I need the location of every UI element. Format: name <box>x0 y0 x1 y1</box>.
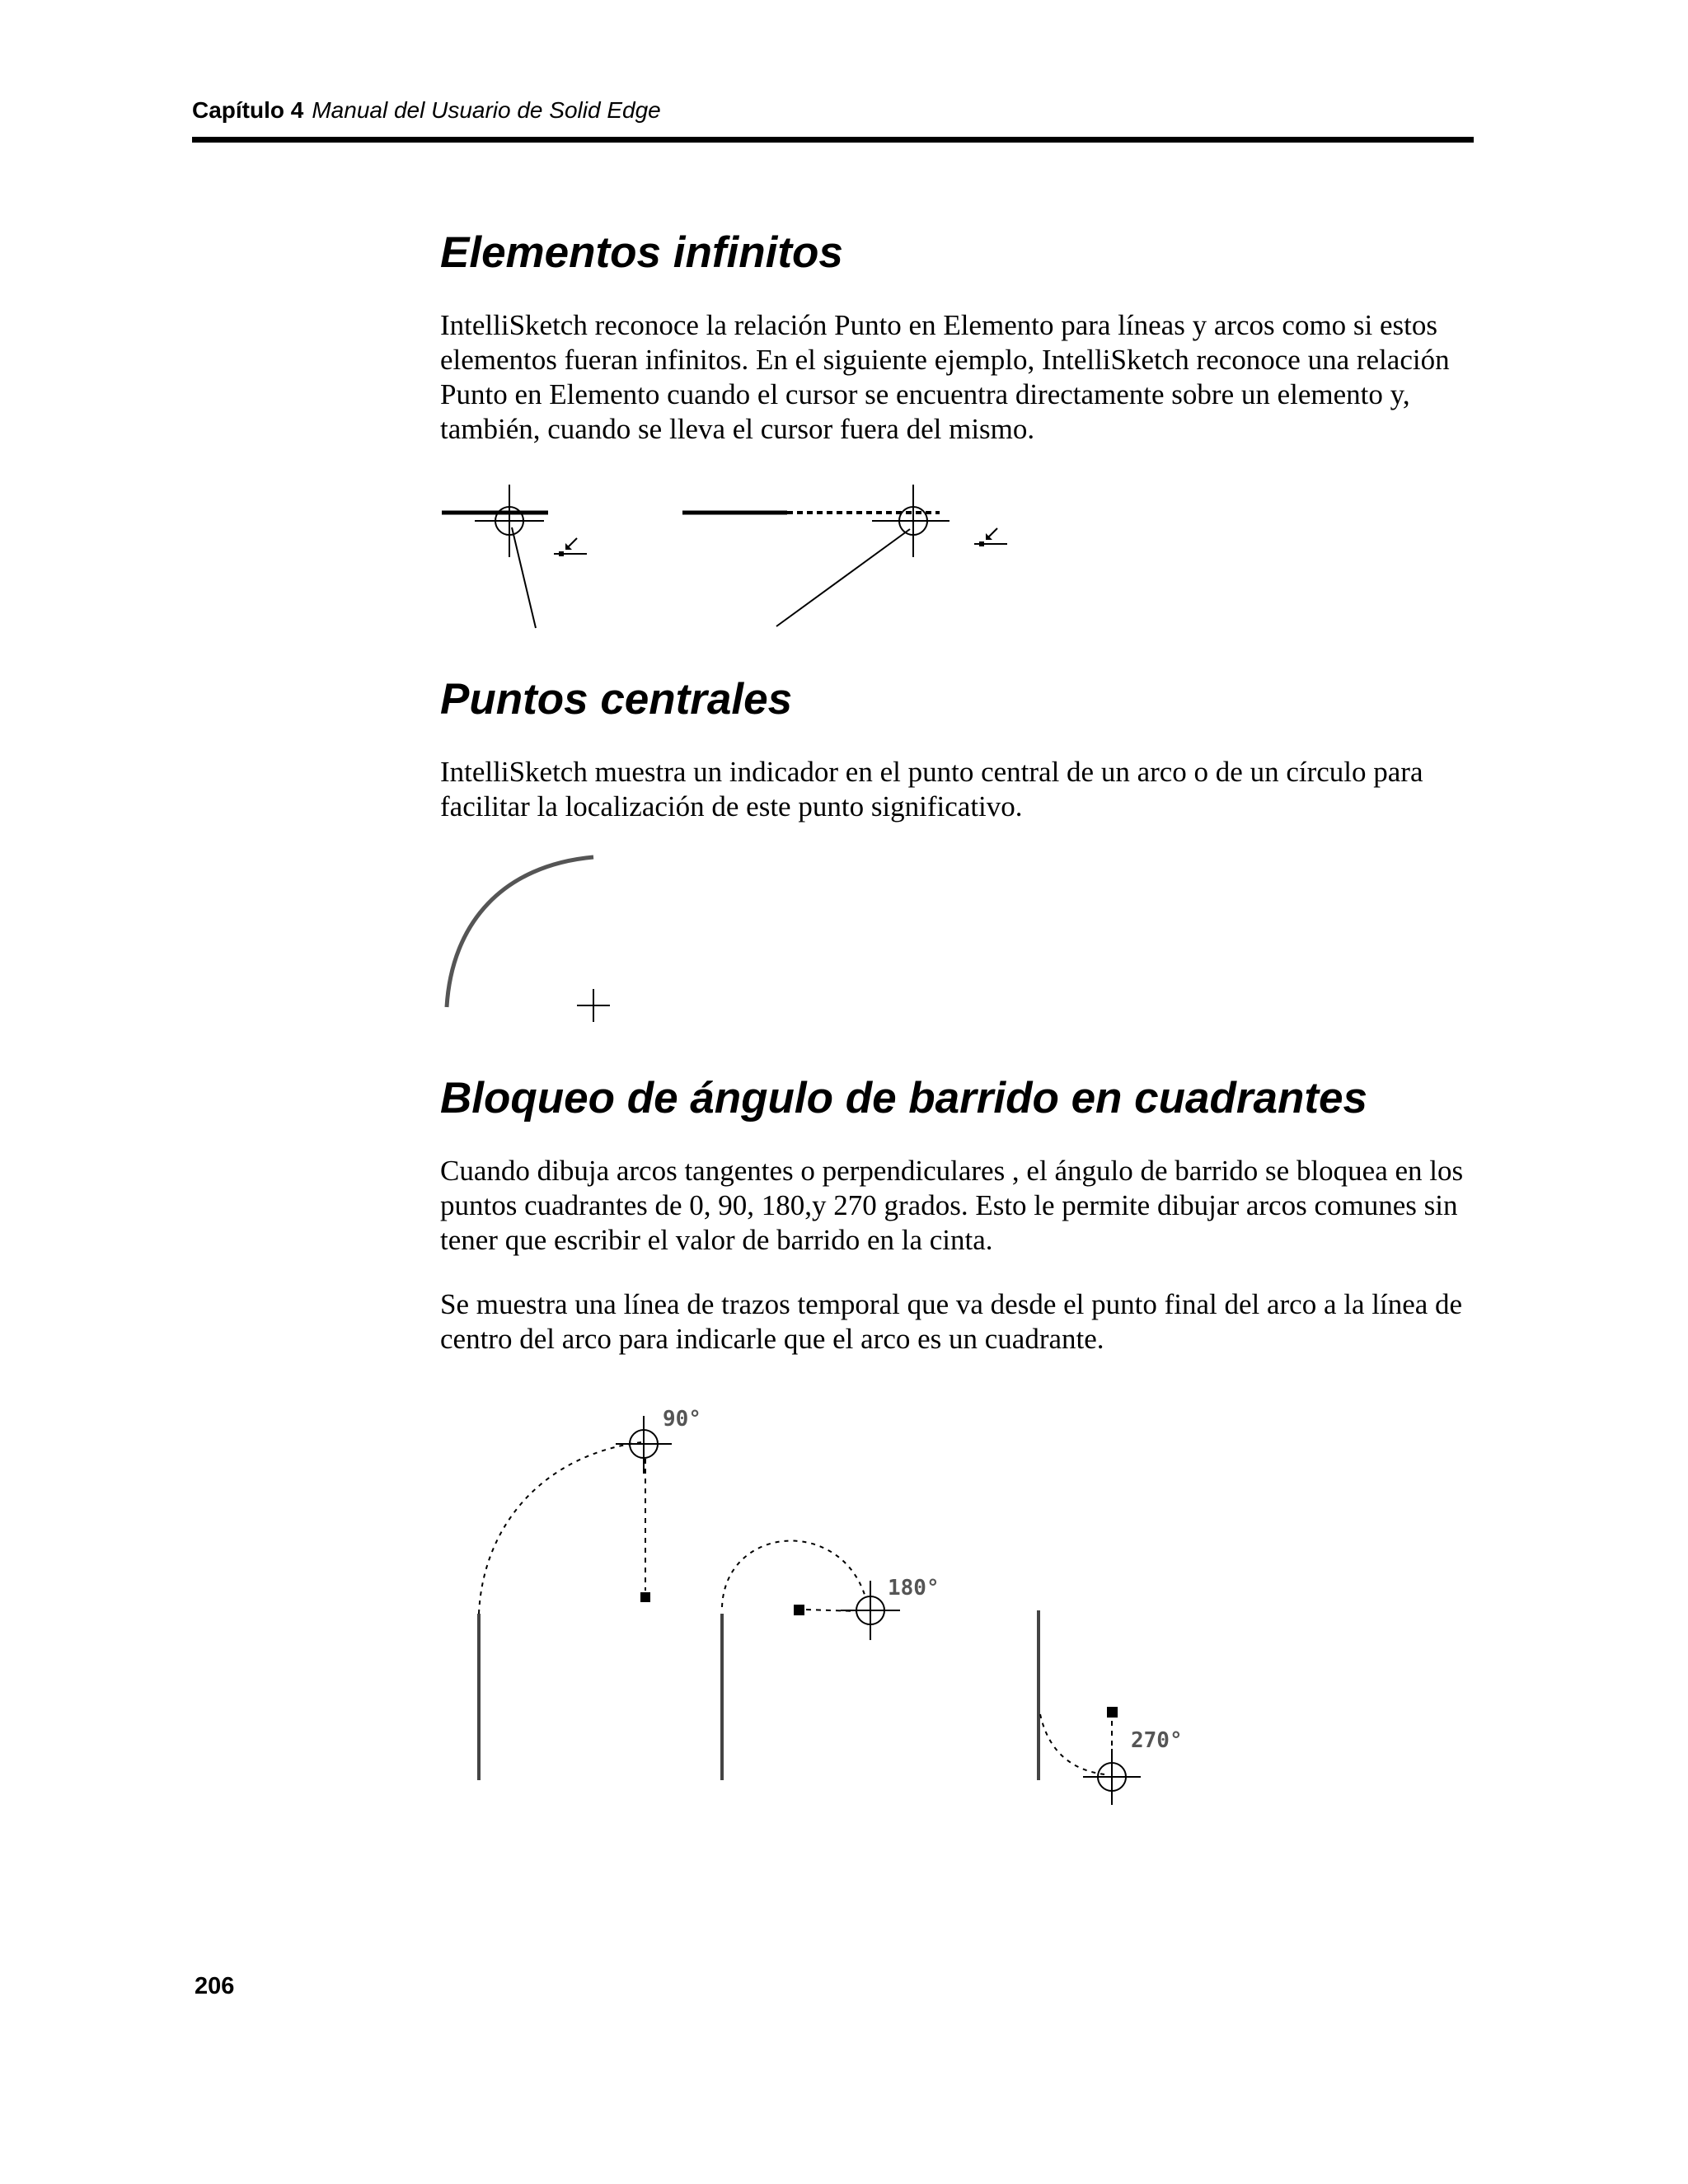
label-270-degrees: 270° <box>1131 1728 1183 1753</box>
header-rule <box>192 137 1474 143</box>
paragraph-infinite-elements: IntelliSketch reconoce la relación Punto en Elemento para líneas y arcos como si estos elementos fueran infinitos. En el siguiente ejemplo, IntelliSketch reconoce una relación Punto en Elemento cuando el cursor se encuentra directamente sobre un elemento y, también, cuando se lleva el cursor fuera del mismo. <box>440 309 1450 445</box>
figure-infinite-elements <box>437 482 1030 630</box>
page-number: 206 <box>195 1973 235 1999</box>
section-title-infinite-elements: Elementos infinitos <box>440 228 843 277</box>
point-on-element-icon <box>974 528 1007 546</box>
running-header <box>192 97 661 124</box>
paragraph-quadrant-lock-1: Cuando dibuja arcos tangentes o perpendiculares , el ángulo de barrido se bloquea en los puntos cuadrantes de 0, 90, 180,y 270 grados. Esto le permite dibujar arcos comunes sin tener que escribir el valor de barrido en la cinta. <box>440 1155 1464 1256</box>
manual-title: Manual del Usuario de Solid Edge <box>312 97 661 123</box>
section-title-quadrant-lock: Bloqueo de ángulo de barrido en cuadrantes <box>440 1074 1367 1122</box>
paragraph-quadrant-lock-2: Se muestra una línea de trazos temporal que va desde el punto final del arco a la línea de centro del arco para indicarle que el arco es un cuadrante. <box>440 1288 1463 1355</box>
chapter-label: Capítulo 4 <box>192 97 304 123</box>
label-90-degrees: 90° <box>663 1407 701 1432</box>
center-point-marker-icon <box>577 989 610 1022</box>
figure-center-points <box>437 849 626 1030</box>
label-180-degrees: 180° <box>888 1576 940 1601</box>
paragraph-center-points: IntelliSketch muestra un indicador en el punto central de un arco o de un círculo para facilitar la localización de este punto significativo. <box>440 756 1423 823</box>
section-title-center-points: Puntos centrales <box>440 675 793 724</box>
point-on-element-icon <box>554 538 587 556</box>
figure-quadrant-lock <box>462 1401 1203 1813</box>
cursor-crosshair-icon <box>1083 1749 1141 1805</box>
